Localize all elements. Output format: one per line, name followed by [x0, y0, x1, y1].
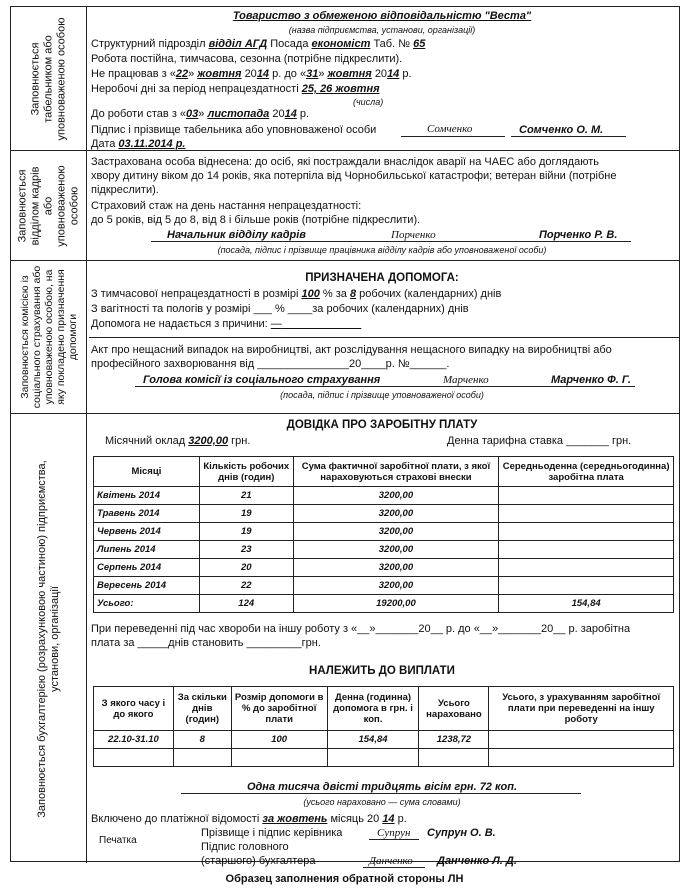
work-type-line: Робота постійна, тимчасова, сезонна (потрібне підкреслити).: [91, 53, 403, 65]
amount-in-words: Одна тисяча двісті тридцять вісім грн. 72 коп.: [246, 781, 518, 793]
table-total-row: Усього: 124 19200,00 154,84: [94, 595, 674, 613]
section-accounting-content: ДОВІДКА ПРО ЗАРОБІТНУ ПЛАТУ Місячний оклад 3200,00 грн. Денна тарифна ставка _______ грн. Місяці Кількість робочих днів (годин) Сума фактичної заробітної плати, з якої нараховуються страхові внески Середньоденна (середньогодинна) заробітна плата Квітень 2014 21 3200,00 Травень 2014 19 3200,00 Червень 2014 19 3200,00 Липень 2014 23 3200,00 Серпень 2014 20 3200,00 Вересень 2014 22 3200,00 Усього: 124 19200,00 154,84 При переведенні під час хвороби на іншу роботу з «__»_______20__ р. до «__»_______20__ р. заробітна плата за _____днів становить _________грн. НАЛЕЖИТЬ ДО ВИПЛАТИ З якого часу і до якого За скільки днів (годин) Розмір допомоги в % до заробітної плати Денна (годинна) допомога в грн. і коп. Усього нараховано Усього, з урахуванням заробітної плати при переведенні на іншу роботу 22.10-31.10 8 100 154,84 1238,72 Одна тисяча двісті тридцять вісім грн. 72 коп. (усього нараховано — сума словами) Включено до платіжної відомості за жовтень місяць 20 14 р. Печатка Прізвище і підпис керівника Супрун Супрун О. В. Підпис головного (старшого) бухгалтера Данченко Данченко Л. Д.: [91, 414, 673, 863]
salary-table-header: Сума фактичної заробітної плати, з якої нараховуються страхові внески: [293, 457, 499, 487]
commission-caption: (посада, підпис і прізвище уповноваженої особи): [280, 390, 484, 400]
figure-caption: Образец заполнения обратной стороны ЛН: [225, 873, 464, 885]
amount-caption: (усього нараховано — сума словами): [303, 797, 461, 807]
benefit-title: ПРИЗНАЧЕНА ДОПОМОГА:: [305, 272, 459, 284]
hr-signature: Порченко: [391, 229, 436, 241]
section-timekeeper-content: [91, 7, 673, 150]
daily-rate: Денна тарифна ставка _______ грн.: [447, 435, 632, 447]
org-name: Товариство з обмеженою відповідальністю "Веста": [232, 10, 532, 22]
table-row: Травень 2014 19 3200,00: [94, 505, 674, 523]
section-hr: [11, 151, 679, 261]
section-hr-content: Застрахована особа віднесена: до осіб, які постраждали внаслідок аварії на ЧАЕС або доглядають хвору дитину віком до 14 років, яка потерпіла від Чорнобильської катастрофи; ветеран війни (потрібне підкреслити). Страховий стаж на день настання непрацездатності: до 5 років, від 5 до 8, від 8 і більше років (потрібне підкреслити). Начальник відділу кадрів Порченко Порченко Р. В. (посада, підпис і прізвище працівника відділу кадрів або уповноваженої особи): [91, 151, 673, 260]
absence-line: Не працював з «22» жовтня 2014 р. до «31» жовтня 2014 р.: [91, 68, 412, 80]
side-label-accounting: Заповнюється бухгалтерією (розрахунковою частиною) підприємства, установи, організації: [11, 414, 87, 863]
return-line: До роботи став з «03» листопада 2014 р.: [91, 108, 310, 120]
table-row: Липень 2014 23 3200,00: [94, 541, 674, 559]
table-row: Червень 2014 19 3200,00: [94, 523, 674, 541]
hr-name: Порченко Р. В.: [539, 229, 618, 241]
included-line: Включено до платіжної відомості за жовтень місяць 20 14 р.: [91, 813, 407, 825]
dept-line: Структурний підрозділ відділ АГД Посада економіст Таб. № 65: [91, 38, 426, 50]
org-name-caption: (назва підприємства, установи, організації): [288, 25, 476, 35]
table-row: 22.10-31.10 8 100 154,84 1238,72: [94, 731, 674, 749]
side-label-hr: Заповнюється відділом кадрів або уповноваженою особою: [11, 151, 87, 260]
section-commission-content: ПРИЗНАЧЕНА ДОПОМОГА: З тимчасової непрацездатності в розмірі 100 % за 8 робочих (календарних) днів З вагітності та пологів у розмірі ___ % ____за робочих (календарних) днів Допомога не надається з причини: — Акт про нещасний випадок на виробництві, акт розслідування нещасного випадку на виробництві або професійного захворювання від _______________20____р. №______. Голова комісії із соціального страхування Марченко Марченко Ф. Г. (посада, підпис і прізвище уповноваженої особи): [91, 261, 673, 413]
position-value: економіст: [311, 38, 371, 50]
salary-table: [93, 456, 674, 613]
sig-line: [401, 136, 505, 137]
section-commission: [11, 261, 679, 414]
head-name: Супрун О. В.: [427, 827, 496, 839]
head-signature: Супрун: [377, 827, 411, 839]
timekeeper-name: Сомченко О. М.: [519, 124, 604, 136]
dept-value: відділ АГД: [208, 38, 268, 50]
side-label-timekeeper: Заповнюється табельником або уповноваженою особою: [11, 7, 87, 150]
tab-number: 65: [413, 38, 426, 50]
commission-name: Марченко Ф. Г.: [551, 374, 631, 386]
temp-disability-line: З тимчасової непрацездатності в розмірі 100 % за 8 робочих (календарних) днів: [91, 288, 502, 300]
stamp-label: Печатка: [99, 835, 137, 846]
salary-table-header: Середньоденна (середньогодинна) заробітна плата: [499, 457, 674, 487]
salary-title: ДОВІДКА ПРО ЗАРОБІТНУ ПЛАТУ: [286, 419, 478, 431]
table-row: Вересень 2014 22 3200,00: [94, 577, 674, 595]
salary-line: Місячний оклад 3200,00 грн.: [105, 435, 251, 447]
date-line: Дата 03.11.2014 р.: [91, 138, 186, 150]
form-frame: [10, 6, 680, 867]
nonworking-days-line: Неробочі дні за період непрацездатності 25, 26 жовтня: [91, 83, 380, 95]
timekeeper-signature-label: Підпис і прізвище табельника або уповноваженої особи: [91, 124, 377, 136]
accountant-name: Данченко Л. Д.: [437, 855, 517, 867]
section-timekeeper: [11, 7, 679, 151]
side-label-commission: Заповнюється комісією із соціального страхування або уповноваженою особою, на яку покладено призначення допомоги: [11, 261, 87, 413]
transfer-line: При переведенні під час хвороби на іншу роботу з «__»_______20__ р. до «__»_______20__ р. заробітна: [91, 623, 631, 635]
section-accounting: [11, 414, 679, 867]
salary-table-header: Кількість робочих днів (годин): [199, 457, 293, 487]
salary-table-header: Місяці: [94, 457, 200, 487]
accountant-signature: Данченко: [369, 855, 413, 867]
table-row: Серпень 2014 20 3200,00: [94, 559, 674, 577]
hr-caption: (посада, підпис і прізвище працівника відділу кадрів або уповноваженої особи): [217, 245, 547, 255]
days-caption: (числа): [353, 97, 384, 107]
head-signature-label: Прізвище і підпис керівника: [201, 827, 343, 839]
commission-head-title: Голова комісії із соціального страхування: [143, 374, 381, 386]
table-row: [94, 749, 674, 767]
commission-signature: Марченко: [443, 374, 489, 386]
pay-title: НАЛЕЖИТЬ ДО ВИПЛАТИ: [309, 665, 455, 677]
payout-table: З якого часу і до якого За скільки днів (годин) Розмір допомоги в % до заробітної плати Денна (годинна) допомога в грн. і коп. Усього нараховано Усього, з урахуванням заробітної плати при переведенні на іншу роботу 22.10-31.10 8 100 154,84 1238,72: [93, 686, 674, 767]
timekeeper-signature: Сомченко: [427, 123, 473, 135]
hr-head-title: Начальник відділу кадрів: [167, 229, 306, 241]
table-row: Квітень 2014 21 3200,00: [94, 487, 674, 505]
